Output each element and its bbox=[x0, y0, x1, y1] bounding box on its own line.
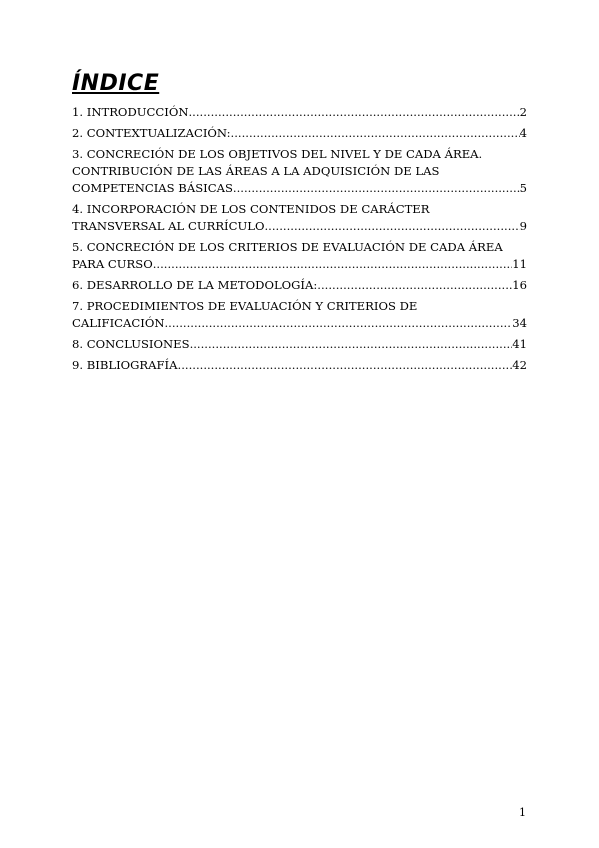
toc-entry-line bbox=[72, 104, 527, 121]
toc-entry-line bbox=[72, 125, 527, 142]
toc-entry-contextualizacion[interactable] bbox=[72, 125, 527, 142]
toc-entry-contenidos-transversales[interactable] bbox=[72, 201, 527, 235]
toc-entry-label: 1. INTRODUCCIÓN bbox=[72, 105, 189, 119]
toc-entry-label: 6. DESARROLLO DE LA METODOLOGÍA: bbox=[72, 278, 318, 292]
toc-page-number: 16 bbox=[512, 278, 527, 292]
toc-entry-label: 3. CONCRECIÓN DE LOS OBJETIVOS DEL NIVEL Y DE CADA ÁREA. bbox=[72, 147, 483, 161]
dot-leader bbox=[317, 277, 512, 294]
toc-entry-line bbox=[72, 201, 527, 218]
toc-page-number: 41 bbox=[512, 337, 527, 351]
toc-entry-label: 4. INCORPORACIÓN DE LOS CONTENIDOS DE CARÁCTER bbox=[72, 202, 430, 216]
dot-leader bbox=[165, 315, 513, 332]
page-number: 1 bbox=[519, 806, 526, 819]
toc-entry-label: 5. CONCRECIÓN DE LOS CRITERIOS DE EVALUACIÓN DE CADA ÁREA bbox=[72, 240, 503, 254]
toc-entry-line bbox=[72, 277, 527, 294]
toc-page-number: 11 bbox=[512, 257, 527, 271]
toc-entry-line bbox=[72, 256, 527, 273]
toc-entry-line bbox=[72, 180, 527, 197]
toc-page-number: 5 bbox=[519, 181, 527, 195]
toc-entry-bibliografia[interactable] bbox=[72, 357, 527, 374]
dot-leader bbox=[190, 336, 513, 353]
toc-entry-introduccion[interactable] bbox=[72, 104, 527, 121]
toc-entry-label: PARA CURSO bbox=[72, 257, 153, 271]
toc-entry-line bbox=[72, 163, 527, 180]
toc-entry-label: CALIFICACIÓN bbox=[72, 316, 165, 330]
toc-entry-label: 9. BIBLIOGRAFÍA bbox=[72, 358, 178, 372]
dot-leader bbox=[153, 256, 513, 273]
dot-leader bbox=[231, 125, 520, 142]
page-title: ÍNDICE bbox=[72, 71, 160, 96]
toc-entry-label: 7. PROCEDIMIENTOS DE EVALUACIÓN Y CRITERIOS DE bbox=[72, 299, 418, 313]
dot-leader bbox=[233, 180, 520, 197]
toc-entry-objetivos[interactable] bbox=[72, 146, 527, 197]
toc-page-number: 4 bbox=[519, 126, 527, 140]
toc-entry-line bbox=[72, 336, 527, 353]
dot-leader bbox=[178, 357, 513, 374]
toc-page-number: 34 bbox=[512, 316, 527, 330]
toc-entry-line bbox=[72, 218, 527, 235]
toc-entry-procedimientos[interactable] bbox=[72, 298, 527, 332]
toc-entry-conclusiones[interactable] bbox=[72, 336, 527, 353]
toc-entry-line bbox=[72, 239, 527, 256]
toc-entry-label: 2. CONTEXTUALIZACIÓN: bbox=[72, 126, 231, 140]
toc-entry-label: 8. CONCLUSIONES bbox=[72, 337, 190, 351]
toc-entry-line bbox=[72, 315, 527, 332]
toc-entry-line bbox=[72, 298, 527, 315]
toc-entry-label: COMPETENCIAS BÁSICAS bbox=[72, 181, 233, 195]
dot-leader bbox=[188, 104, 519, 121]
toc-page-number: 42 bbox=[512, 358, 527, 372]
toc-page-number: 2 bbox=[519, 105, 527, 119]
toc-entry-metodologia[interactable] bbox=[72, 277, 527, 294]
toc-entry-criterios-evaluacion[interactable] bbox=[72, 239, 527, 273]
toc-page-number: 9 bbox=[519, 219, 527, 233]
toc-entry-label: TRANSVERSAL AL CURRÍCULO bbox=[72, 219, 265, 233]
dot-leader bbox=[264, 218, 519, 235]
toc-entry-line bbox=[72, 357, 527, 374]
table-of-contents bbox=[72, 104, 527, 378]
toc-entry-line bbox=[72, 146, 527, 163]
toc-entry-label: CONTRIBUCIÓN DE LAS ÁREAS A LA ADQUISICIÓN DE LAS bbox=[72, 164, 440, 178]
